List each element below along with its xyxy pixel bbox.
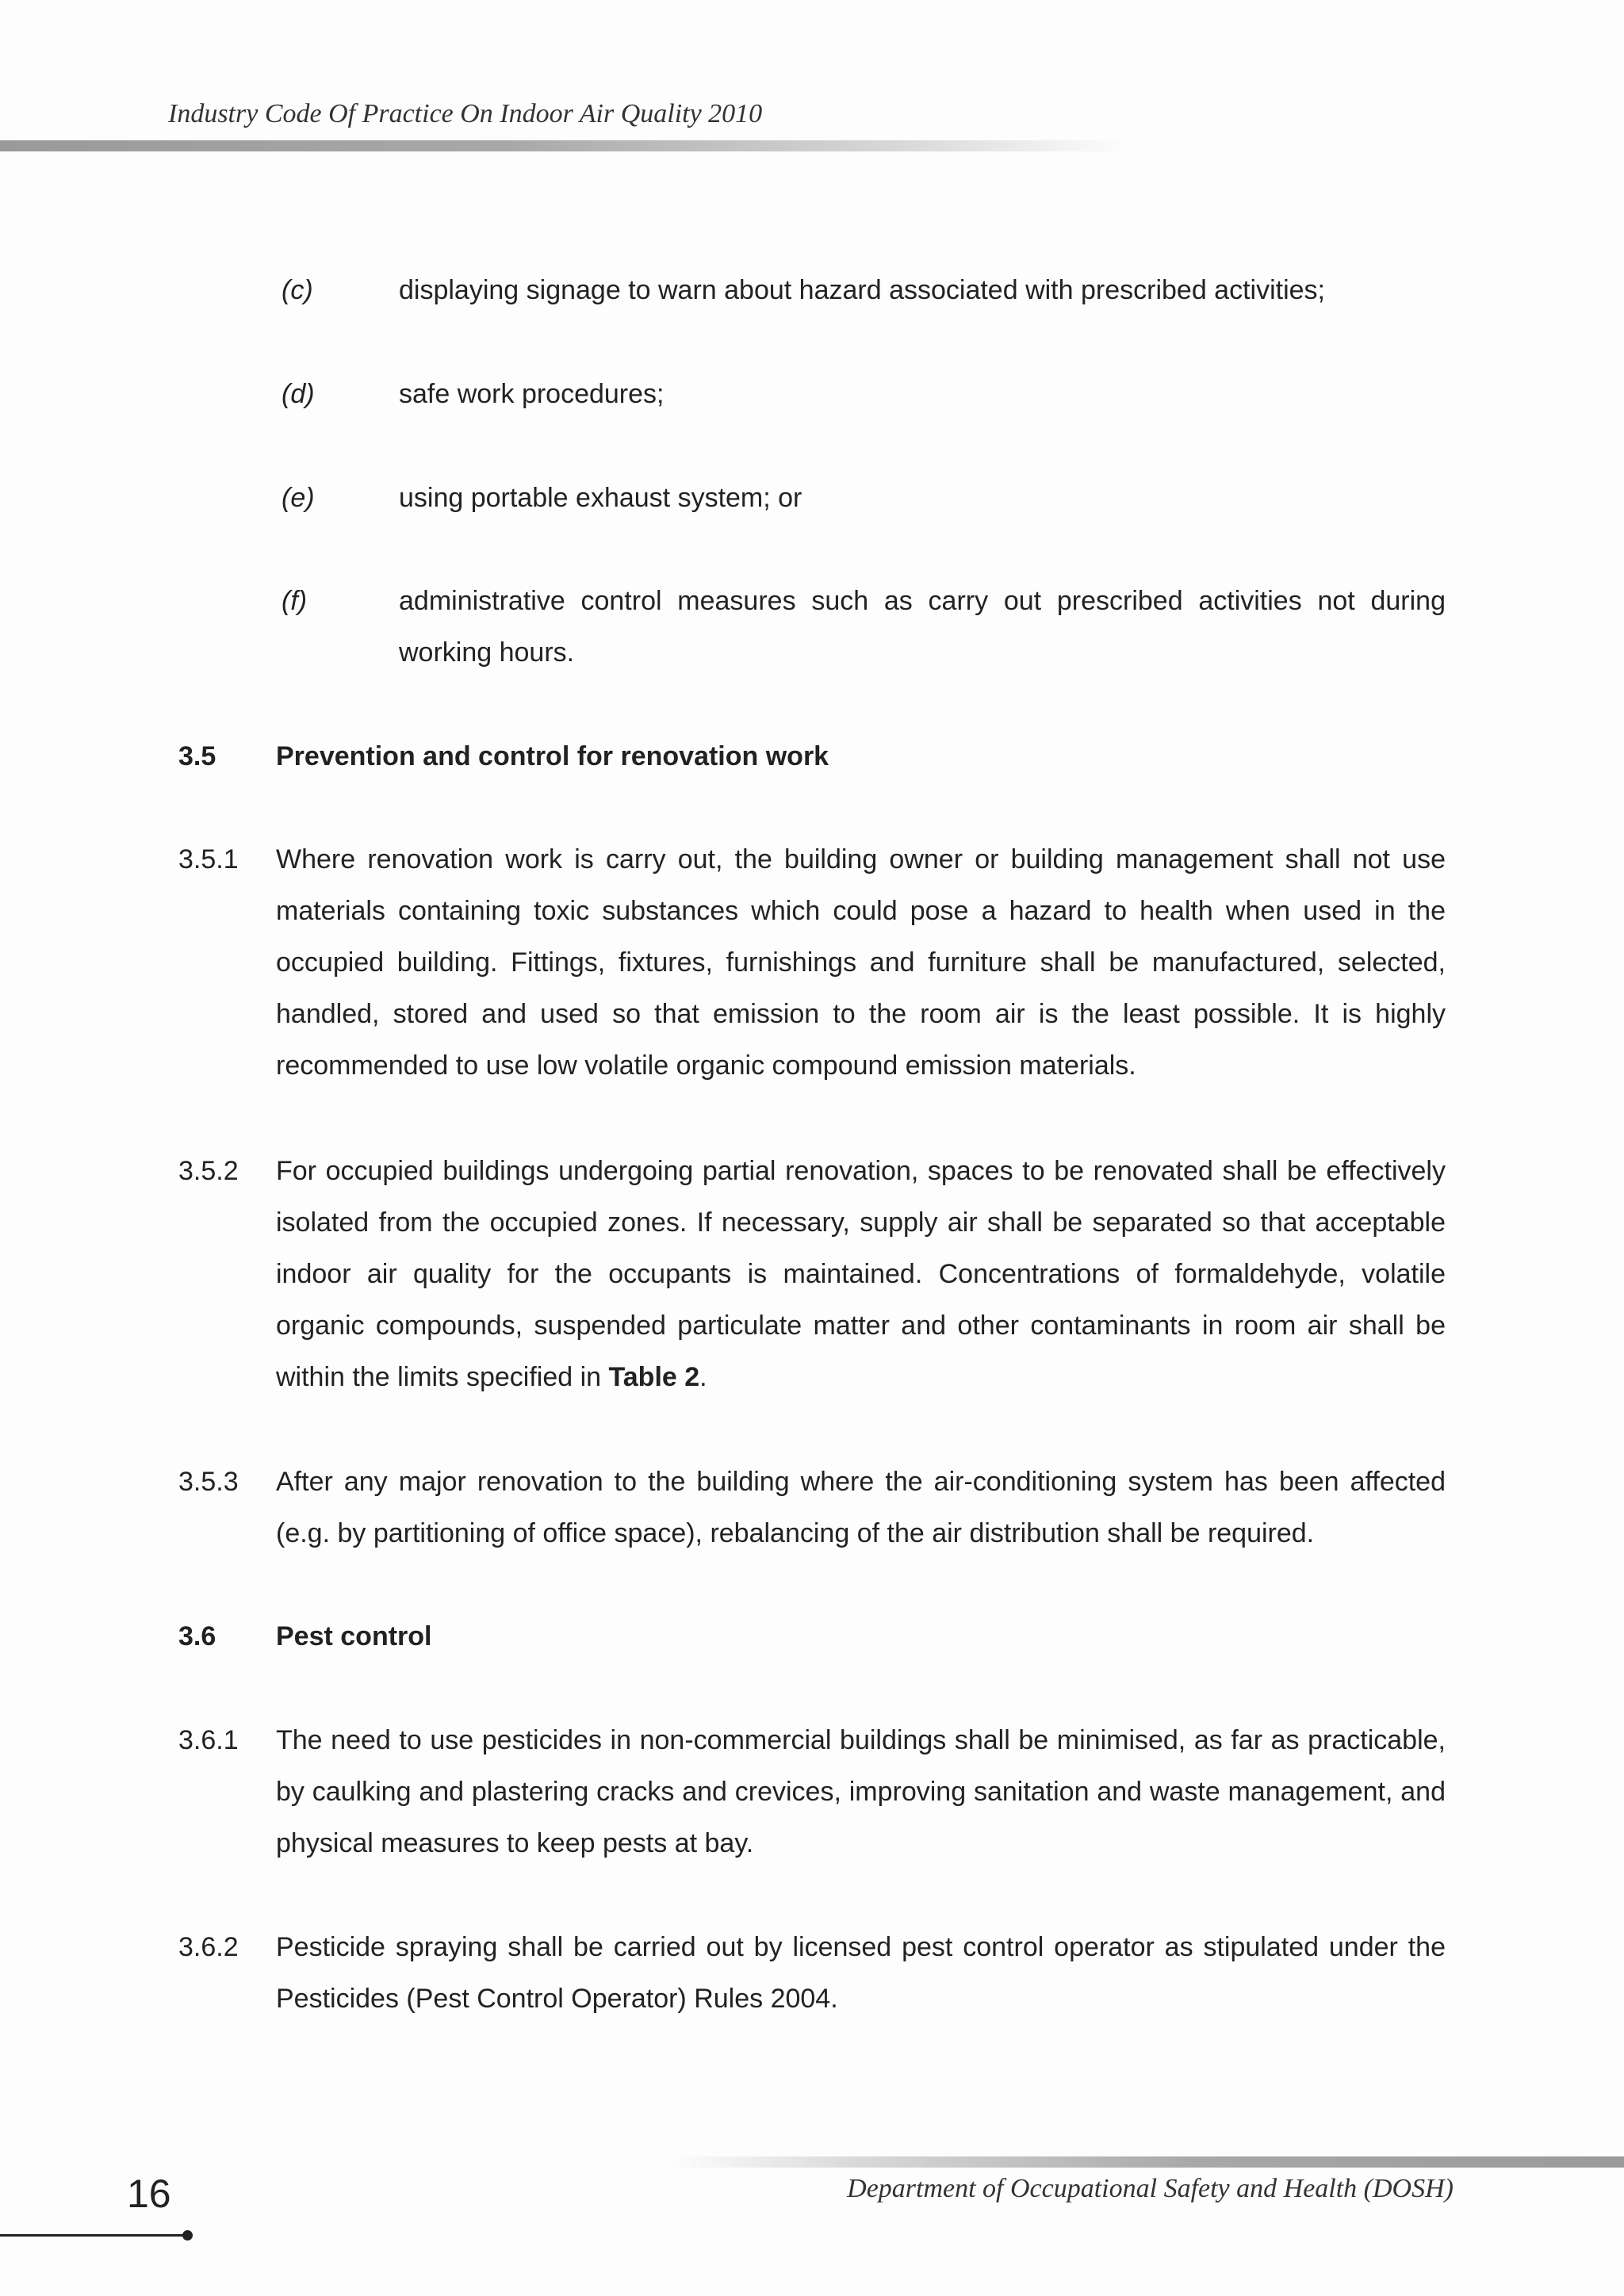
section-title: Prevention and control for renovation work — [276, 741, 829, 771]
table-reference: Table 2 — [608, 1362, 700, 1392]
page-number: 16 — [127, 2172, 171, 2216]
clause-text: The need to use pesticides in non-commercial buildings shall be minimised, as far as practicable, by caulking and plastering cracks and crevices, improving sanitation and waste management, and physical measures to keep pests at bay. — [276, 1725, 1446, 1858]
list-item-text: safe work procedures; — [399, 379, 665, 409]
list-item-label: (c) — [282, 275, 313, 305]
footer-department: Department of Occupational Safety and Health (DOSH) — [847, 2174, 1454, 2203]
header-rule — [0, 140, 1126, 151]
clause-number: 3.6.2 — [178, 1932, 239, 1962]
clause-text: Pesticide spraying shall be carried out by licensed pest control operator as stipulated under the Pesticides (Pest Control Operator) Rules 2004. — [276, 1932, 1446, 2014]
list-item-label: (d) — [282, 379, 315, 409]
clause-text: Where renovation work is carry out, the building owner or building management shall not use materials containing toxic substances which could pose a hazard to health when used in the occupied building. Fittings, fixtures, furnishings and furniture shall be manufactured, selected, handled, stored and used so that emission to the room air is the least possible. It is highly recommended to use low volatile organic compound emission materials. — [276, 844, 1446, 1081]
clause-number: 3.5.2 — [178, 1156, 239, 1186]
clause-text — [276, 1146, 1446, 1403]
section-number: 3.6 — [178, 1621, 216, 1651]
page-number-underline — [0, 2234, 187, 2237]
list-item-text: using portable exhaust system; or — [399, 483, 802, 513]
clause-text-body: For occupied buildings undergoing partial renovation, spaces to be renovated shall be effectively isolated from the occupied zones. If necessary, supply air shall be separated so that acceptable indoor air quality for the occupants is maintained. Concentrations of formaldehyde, volatile organic compounds, suspended particulate matter and other contaminants in room air shall be within the limits specified in — [276, 1156, 1446, 1392]
clause-number: 3.5.3 — [178, 1467, 239, 1497]
list-item-label: (e) — [282, 483, 315, 513]
clause-text-tail: . — [699, 1362, 707, 1392]
section-title: Pest control — [276, 1621, 432, 1651]
list-item-text: administrative control measures such as carry out prescribed activities not during working hours. — [399, 586, 1446, 668]
page-number-dot — [182, 2230, 193, 2241]
section-number: 3.5 — [178, 741, 216, 771]
footer-rule — [670, 2156, 1624, 2168]
clause-text: After any major renovation to the building where the air-conditioning system has been affected (e.g. by partitioning of office space), rebalancing of the air distribution shall be required. — [276, 1467, 1446, 1548]
clause-number: 3.6.1 — [178, 1725, 239, 1755]
list-item-label: (f) — [282, 586, 308, 616]
list-item-text: displaying signage to warn about hazard associated with prescribed activities; — [399, 275, 1325, 305]
running-header-title: Industry Code Of Practice On Indoor Air Quality 2010 — [168, 99, 763, 128]
clause-number: 3.5.1 — [178, 844, 239, 874]
